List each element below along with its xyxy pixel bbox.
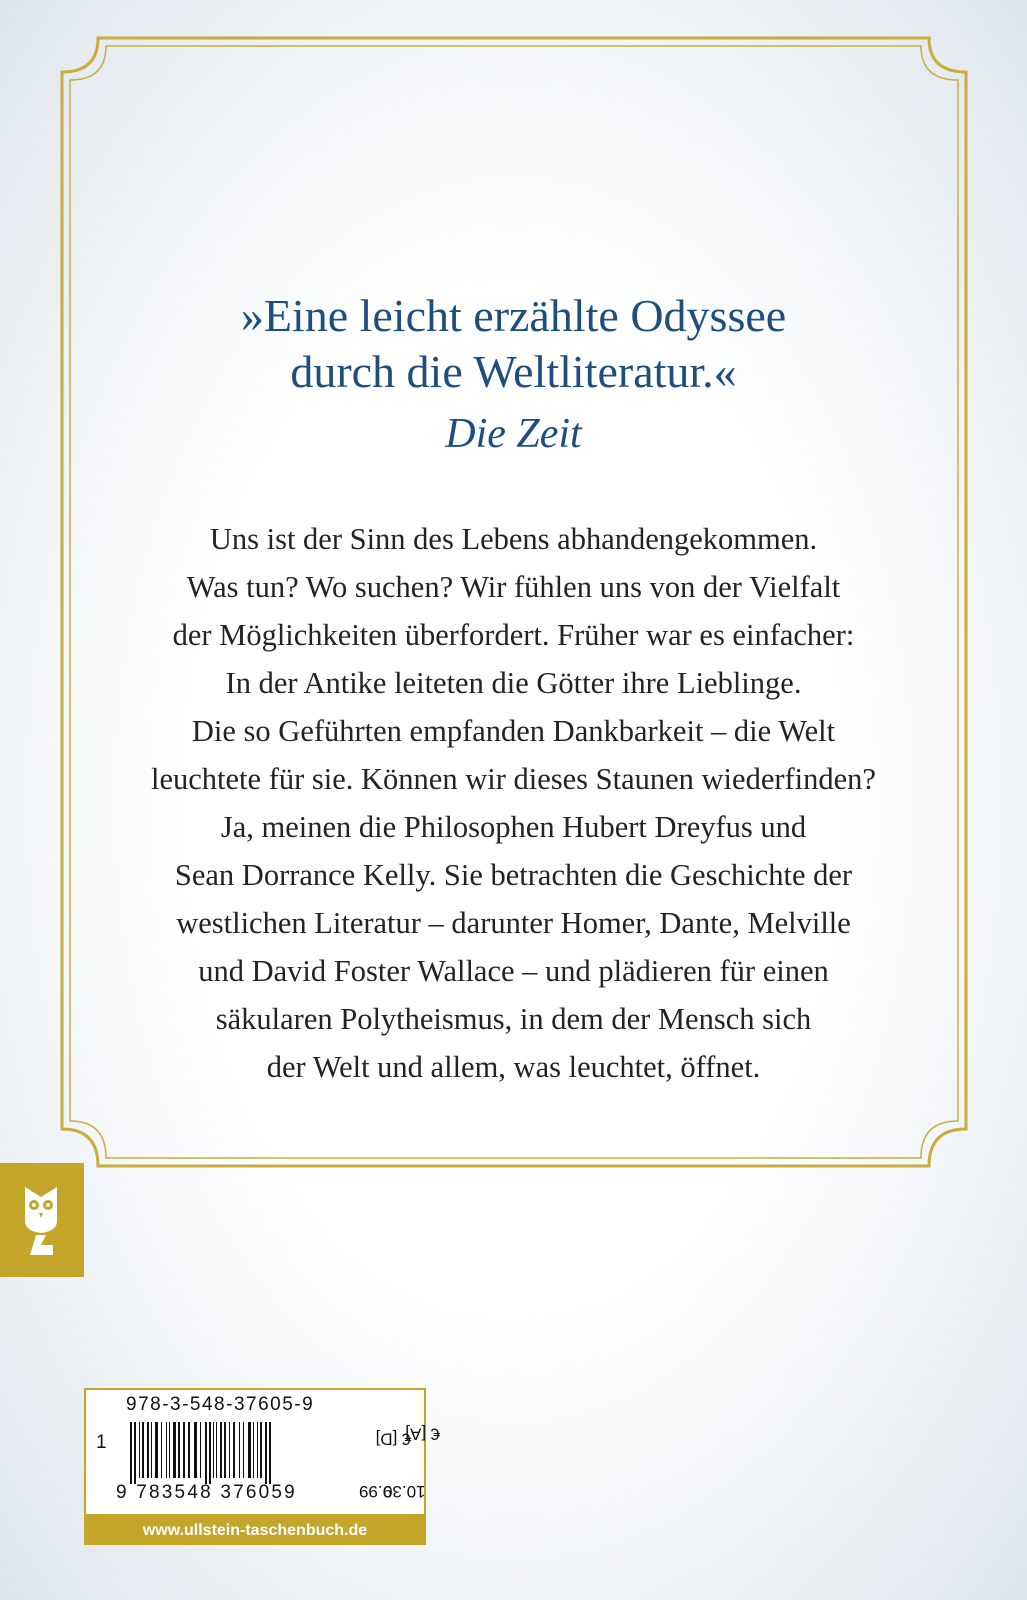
barcode-bar — [151, 1422, 152, 1478]
barcode-bar — [239, 1422, 240, 1478]
price-germany-value: 9.99 — [359, 1482, 393, 1501]
barcode-bar — [260, 1422, 262, 1478]
blurb-line: säkularen Polytheismus, in dem der Mensch sich — [215, 1002, 812, 1036]
blurb-line: leuchtete für sie. Können wir dieses Staunen wiederfinden? — [151, 762, 876, 796]
blurb-line: und David Foster Wallace – und plädieren für einen — [198, 954, 829, 988]
isbn-lead-digit: 1 — [96, 1432, 107, 1453]
blurb-line: Ja, meinen die Philosophen Hubert Dreyfus und — [220, 810, 807, 844]
barcode-bar — [253, 1422, 254, 1478]
barcode-bar — [209, 1422, 211, 1484]
blurb-line: Uns ist der Sinn des Lebens abhandengekommen. — [209, 522, 818, 556]
blurb-line: westlichen Literatur – darunter Homer, Dante, Melville — [176, 906, 851, 940]
ean-digits: 9 783548 376059 — [116, 1482, 297, 1503]
barcode-bar — [229, 1422, 230, 1478]
barcode-bar — [166, 1422, 167, 1478]
barcode-bar — [183, 1422, 185, 1478]
barcode-bar — [224, 1422, 226, 1478]
quote-line-1: »Eine leicht erzählte Odyssee — [240, 290, 787, 341]
barcode-bar — [200, 1422, 201, 1478]
barcode-bar — [213, 1422, 214, 1478]
barcode-bar — [169, 1422, 170, 1478]
barcode-bar — [243, 1422, 244, 1478]
price-germany-currency: € [D] — [376, 1429, 412, 1449]
barcode-bar — [134, 1422, 136, 1484]
barcode-bar — [188, 1422, 190, 1478]
barcode-bar — [173, 1422, 176, 1478]
barcode-bar — [142, 1422, 144, 1478]
barcode-bar — [216, 1422, 217, 1478]
barcode-bar — [130, 1422, 132, 1484]
barcode-bar — [155, 1422, 158, 1478]
barcode-bar — [220, 1422, 222, 1478]
blurb-line: Was tun? Wo suchen? Wir fühlen uns von der Vielfalt — [186, 570, 841, 604]
barcode-bar — [161, 1422, 162, 1478]
quote-line-2: durch die Weltliteratur.« — [290, 346, 737, 397]
blurb-line: der Welt und allem, was leuchtet, öffnet. — [266, 1050, 761, 1084]
blurb-line: Die so Geführten empfanden Dankbarkeit – die Welt — [191, 714, 836, 748]
quote-source: Die Zeit — [445, 411, 582, 457]
barcode-bar — [147, 1422, 149, 1478]
price-austria-currency: € [A] — [405, 1424, 441, 1444]
barcode-bar — [194, 1422, 197, 1478]
barcode-bar — [205, 1422, 207, 1484]
barcode-bar — [233, 1422, 235, 1478]
isbn-number: 978-3-548-37605-9 — [126, 1394, 315, 1415]
blurb-line: der Möglichkeiten überfordert. Früher war es einfacher: — [172, 618, 855, 652]
publisher-url: www.ullstein-taschenbuch.de — [84, 1516, 426, 1545]
blurb-text — [80, 515, 947, 1091]
blurb-line: Sean Dorrance Kelly. Sie betrachten die Geschichte der — [174, 858, 853, 892]
price-austria — [382, 1396, 441, 1514]
barcode-box — [84, 1388, 441, 1516]
publisher-logo-tab — [0, 1163, 84, 1277]
barcode-bar — [265, 1422, 267, 1484]
barcode-bar — [257, 1422, 258, 1478]
barcode-bar — [269, 1422, 271, 1484]
barcode-bar — [248, 1422, 251, 1478]
owl-logo-icon — [0, 1163, 84, 1277]
blurb-line: In der Antike leiteten die Götter ihre Lieblinge. — [225, 666, 802, 700]
barcode-bar — [139, 1422, 140, 1478]
barcode-bar — [178, 1422, 180, 1478]
ean-barcode — [130, 1422, 356, 1484]
price-austria-value: 10.30 — [382, 1482, 426, 1501]
